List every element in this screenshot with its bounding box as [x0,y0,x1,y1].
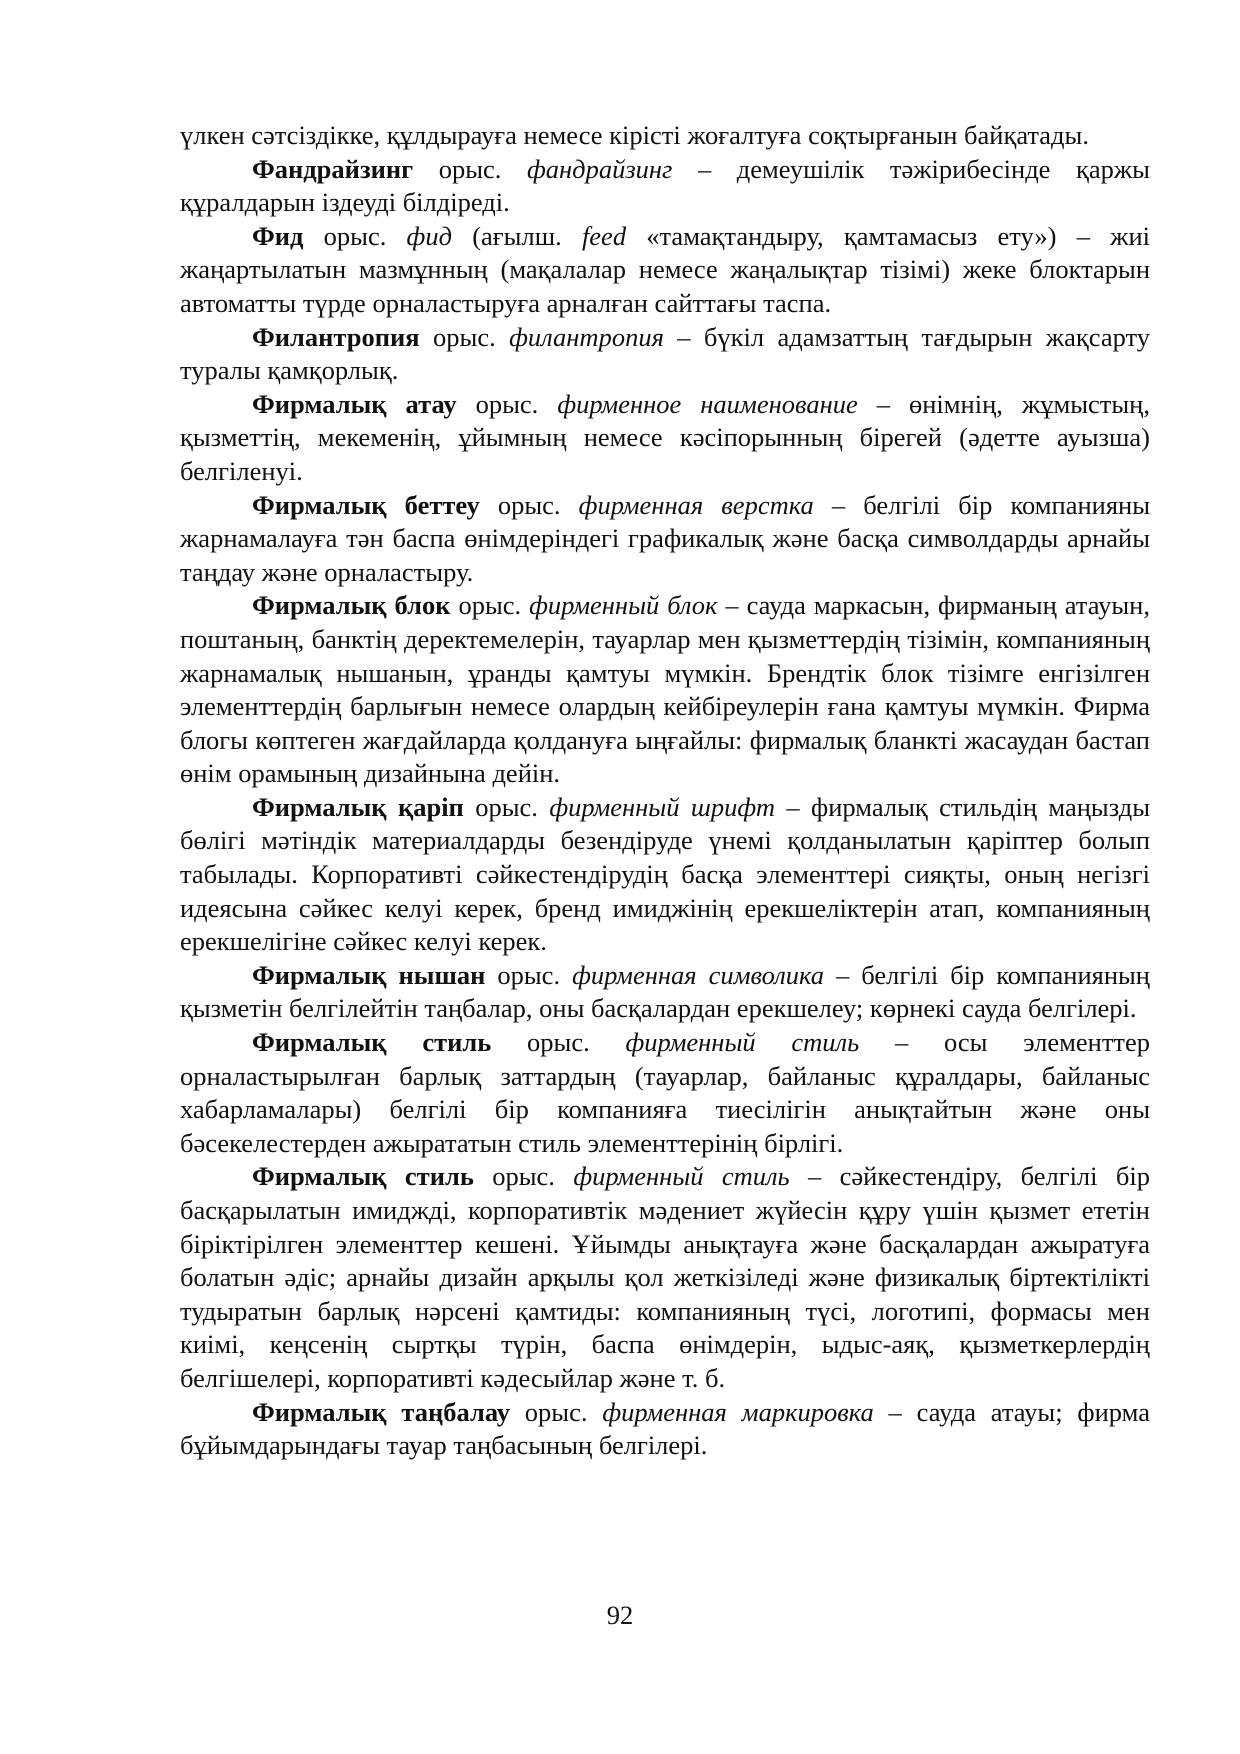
russian-term: фандрайзинг [526,153,673,184]
glossary-entry [180,791,1150,959]
etymology-gloss: «тамақтандыру, қамтамасыз ету») [626,220,1077,251]
language-label: орыс. [450,590,530,621]
russian-term: фирменный стиль [573,1161,790,1192]
definition-text: – белгілі бір компанияның қызметін белгілейтін таңбалар, оны басқалардан ерекшелеу; көрнекі сауда белгілері. [180,959,1150,1024]
language-label: орыс. [491,1027,626,1058]
language-label: орыс. [419,321,510,352]
language-label: орыс. [303,220,407,251]
language-label: орыс. [413,153,527,184]
definition-text: – демеушілік тәжірибесінде қаржы құралдарын іздеуді білдіреді. [180,153,1150,218]
definition-text: – фирмалық стильдің маңызды бөлігі мәтіндік материалдарды безендіруде үнемі қолданылатын қаріптер болып табылады. Корпоративті сәйкестендірудің басқа элементтері сияқты, оның негізгі идеясына сәйкес келуі керек, бренд имиджінің ерекшеліктерін атап, компанияның ерекшелігіне сәйкес келуі керек. [180,791,1151,957]
glossary-term: Фид [252,220,304,251]
glossary-entry [180,1160,1150,1395]
english-term: feed [581,220,627,251]
language-label: орыс. [463,791,550,822]
definition-text: – сауда маркасын, фирманың атауын, поштаның, банктің деректемелерін, тауарлар мен қызметтердің тізімін, компанияның жарнамалық нышанын, ұранды қамтуы мүмкін. Брендтік блок тізімге енгізілген элементтердің барлығын немесе олардың кейбіреулерін ғана қамтуы мүмкін. Фирма блогы көптеген жағдайларда қолдануға ыңғайлы: фирмалық бланкті жасаудан бастап өнім орамының дизайнына дейін. [180,590,1150,789]
definition-text: – жиі жаңартылатын мазмұнның (мақалалар немесе жаңалықтар тізімі) жеке блоктарын автоматты түрде орналастыруға арналған сайттағы таспа. [180,220,1151,318]
glossary-term: Фирмалық атау [252,388,457,419]
russian-term: фирменный шрифт [549,791,776,822]
language-label: орыс. [485,959,573,990]
glossary-term: Фирмалық стиль [252,1027,492,1058]
glossary-entry [180,959,1150,1026]
russian-term: фирменная маркировка [602,1396,874,1427]
definition-text: – бүкіл адамзаттың тағдырын жақсарту туралы қамқорлық. [180,321,1150,386]
glossary-term: Фирмалық блок [252,590,451,621]
language-label: орыс. [479,489,579,520]
continuation-paragraph: үлкен сәтсіздікке, құлдырауға немесе кірісті жоғалтуға соқтырғанын байқатады. [180,120,1089,150]
definition-text: – белгілі бір компанияны жарнамалауға тән баспа өнімдеріндегі графикалық және басқа символдарды арнайы таңдау және орналастыру. [180,489,1151,587]
russian-term: фирменное наименование [557,388,858,419]
russian-term: фирменная верстка [578,489,814,520]
russian-term: фирменная символика [572,959,825,990]
page-number: 92 [606,1600,634,1630]
document-body [180,119,1150,1463]
language-label: орыс. [509,1396,603,1427]
definition-text: – сауда атауы; фирма бұйымдарындағы тауар таңбасының белгілері. [180,1396,1150,1461]
russian-term: фирменный блок [529,590,718,621]
russian-term: фид [406,220,453,251]
glossary-term: Фирмалық стиль [252,1161,474,1192]
glossary-term: Филантропия [252,321,420,352]
russian-term: филантропия [509,321,664,352]
glossary-entry [180,489,1150,590]
glossary-entry [180,388,1150,489]
glossary-term: Фирмалық нышан [252,959,486,990]
glossary-entry [180,589,1150,791]
definition-text: – сәйкестендіру, белгілі бір басқарылатын имиджді, корпоративтік мәдениет жүйесін құру үшін қызмет ететін біріктірілген элементтер кешені. Ұйымды анықтауға және басқалардан ажыратуға болатын әдіс; арнайы дизайн арқылы қол жеткізіледі және физикалық біртектілікті тудыратын барлық нәрсені қамтиды: компанияның түсі, логотипі, формасы мен киімі, кеңсенің сыртқы түрін, баспа өнімдерін, ыдыс-аяқ, қызметкерлердің белгішелері, корпоративті кәдесыйлар және т. б. [180,1161,1150,1393]
language-label: орыс. [456,388,558,419]
russian-term: фирменный стиль [625,1027,860,1058]
glossary-term: Фирмалық беттеу [252,489,480,520]
glossary-entry [180,1396,1150,1463]
glossary-term: Фирмалық таңбалау [252,1396,510,1427]
glossary-entry [180,321,1150,388]
etymology-prefix: (ағылш. [452,220,582,251]
glossary-entry [180,1026,1150,1160]
glossary-entry [180,220,1150,321]
language-label: орыс. [473,1161,574,1192]
glossary-entries [180,153,1150,1463]
glossary-term: Фирмалық қаріп [252,791,464,822]
definition-text: – осы элементтер орналастырылған барлық заттардың (тауарлар, байланыс құралдары, байланыс хабарламалары) белгілі бір компанияға тиесілігін анықтайтын және оны бәсекелестерден ажырататын стиль элементтерінің бірлігі. [180,1027,1150,1158]
glossary-entry [180,153,1150,220]
definition-text: – өнімнің, жұмыстың, қызметтің, мекеменің, ұйымның немесе кәсіпорынның бірегей (әдетте ауызша) белгіленуі. [180,388,1150,486]
glossary-term: Фандрайзинг [252,153,414,184]
